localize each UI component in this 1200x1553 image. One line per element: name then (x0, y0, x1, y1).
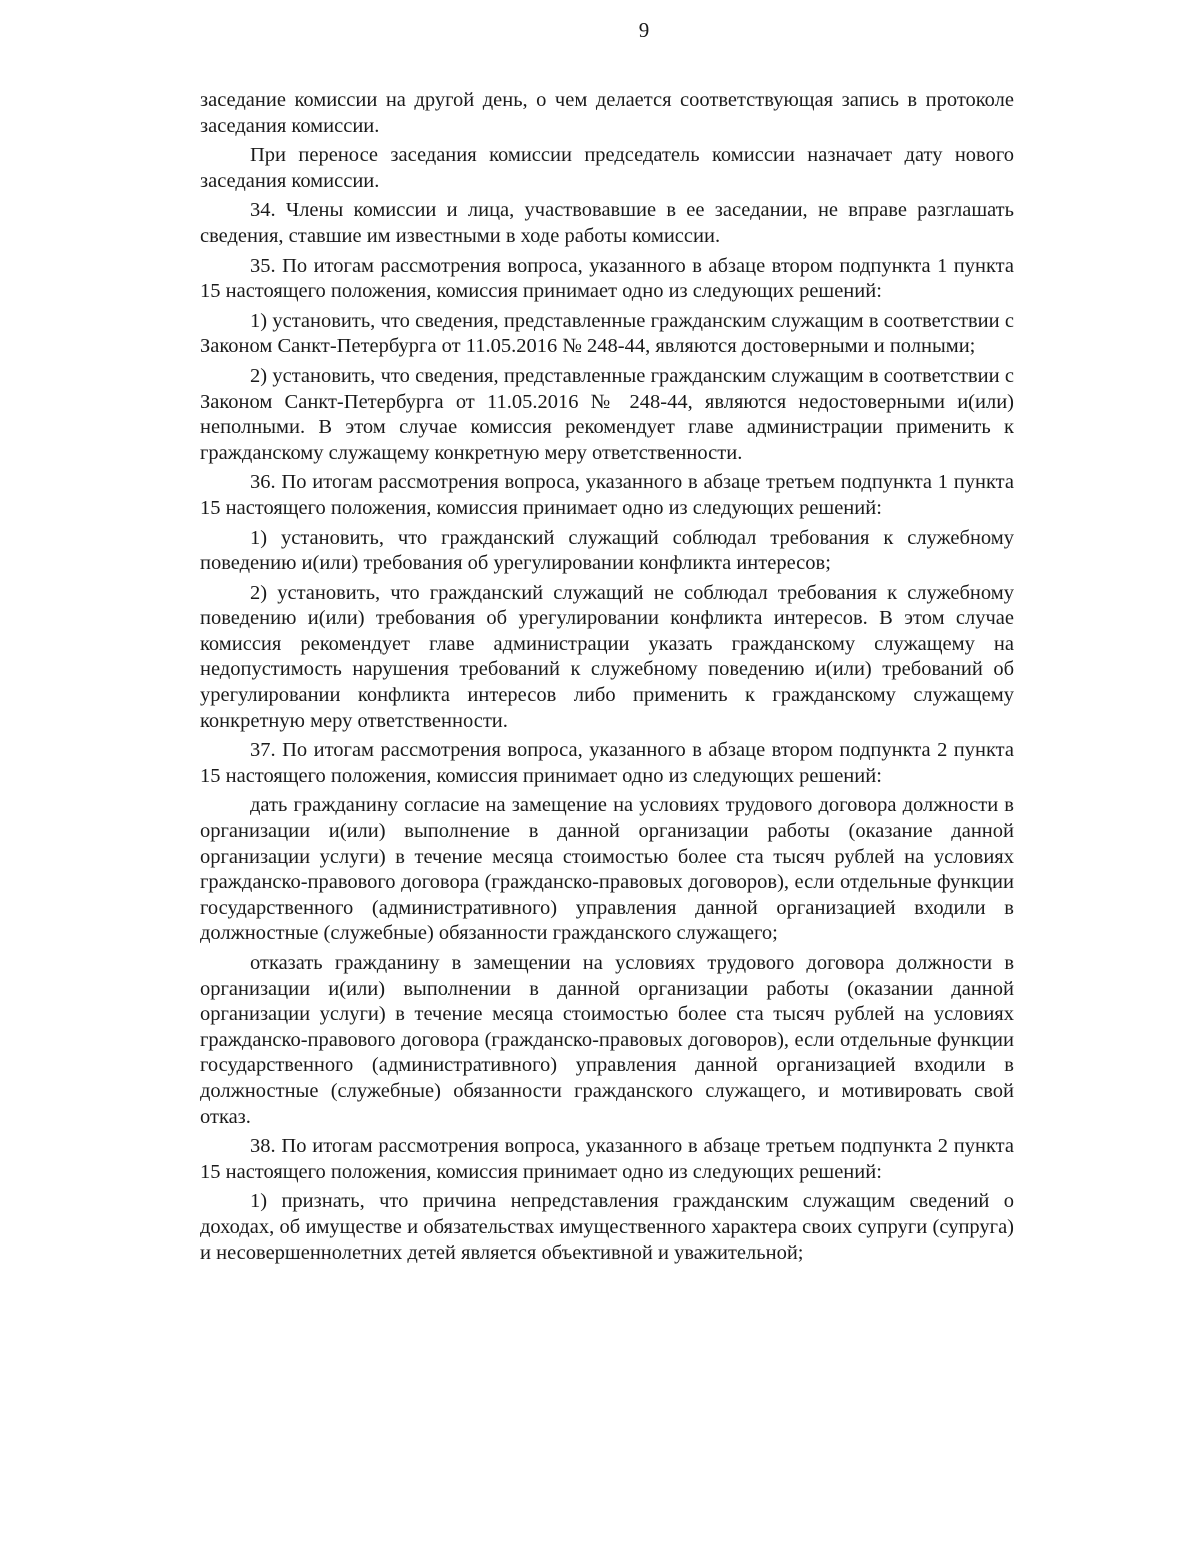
paragraph-item-37: 37. По итогам рассмотрения вопроса, указанного в абзаце втором подпункта 2 пункта 15 настоящего положения, комиссия принимает одно из следующих решений: (200, 739, 1014, 787)
paragraph-subitem: 2) установить, что сведения, представленные гражданским служащим в соответствии с Законом Санкт-Петербурга от 11.05.2016 № 248-44, являются недостоверными и(или) неполными. В этом случае комиссия рекомендует главе администрации применить к гражданскому служащему конкретную меру ответственности. (200, 364, 1014, 464)
paragraph-subitem: 1) признать, что причина непредставления гражданским служащим сведений о доходах, об имуществе и обязательствах имущественного характера своих супруги (супруга) и несовершеннолетних детей является объективной и уважительной; (200, 1190, 1014, 1264)
paragraph-item-38: 38. По итогам рассмотрения вопроса, указанного в абзаце третьем подпункта 2 пункта 15 настоящего положения, комиссия принимает одно из следующих решений: (200, 1135, 1014, 1183)
paragraph-subitem: 2) установить, что гражданский служащий не соблюдал требования к служебному поведению и(или) требования об урегулировании конфликта интересов. В этом случае комиссия рекомендует главе администрации указать гражданскому служащему на недопустимость нарушения требований к служебному поведению и(или) требований об урегулировании конфликта интересов либо применить к гражданскому служащему конкретную меру ответственности. (200, 581, 1014, 732)
paragraph-item-35: 35. По итогам рассмотрения вопроса, указанного в абзаце втором подпункта 1 пункта 15 настоящего положения, комиссия принимает одно из следующих решений: (200, 254, 1014, 303)
paragraph-subitem: 1) установить, что гражданский служащий соблюдал требования к служебному поведению и(или) требования об урегулировании конфликта интересов; (200, 526, 1014, 575)
paragraph-option: отказать гражданину в замещении на условиях трудового договора должности в организации и(или) выполнении в данной организации работы (оказании данной организации услуги) в течение месяца стоимостью более ста тысяч рублей на условиях гражданско-правового договора (гражданско-правовых договоров), если отдельные функции государственного (административного) управления данной организацией входили в должностные (служебные) обязанности гражданского служащего, и мотивировать свой отказ. (200, 952, 1014, 1128)
page-number: 9 (638, 18, 650, 42)
paragraph-item-34: 34. Члены комиссии и лица, участвовавшие в ее заседании, не вправе разглашать сведения, ставшие им известными в ходе работы комиссии. (200, 199, 1014, 247)
paragraph-continuation: заседание комиссии на другой день, о чем делается соответствующая запись в протоколе заседания комиссии. (200, 89, 1014, 137)
paragraph-subitem: 1) установить, что сведения, представленные гражданским служащим в соответствии с Законом Санкт-Петербурга от 11.05.2016 № 248-44, являются достоверными и полными; (200, 309, 1014, 358)
paragraph-item-36: 36. По итогам рассмотрения вопроса, указанного в абзаце третьем подпункта 1 пункта 15 настоящего положения, комиссия принимает одно из следующих решений: (200, 471, 1014, 519)
paragraph-option: дать гражданину согласие на замещение на условиях трудового договора должности в организации и(или) выполнение в данной организации работы (оказание данной организации услуги) в течение месяца стоимостью более ста тысяч рублей на условиях гражданско-правового договора (гражданско-правовых договоров), если отдельные функции государственного (административного) управления данной организацией входили в должностные (служебные) обязанности гражданского служащего; (200, 794, 1014, 945)
document-body (200, 88, 1014, 1270)
paragraph: При переносе заседания комиссии председатель комиссии назначает дату нового заседания комиссии. (200, 144, 1014, 192)
